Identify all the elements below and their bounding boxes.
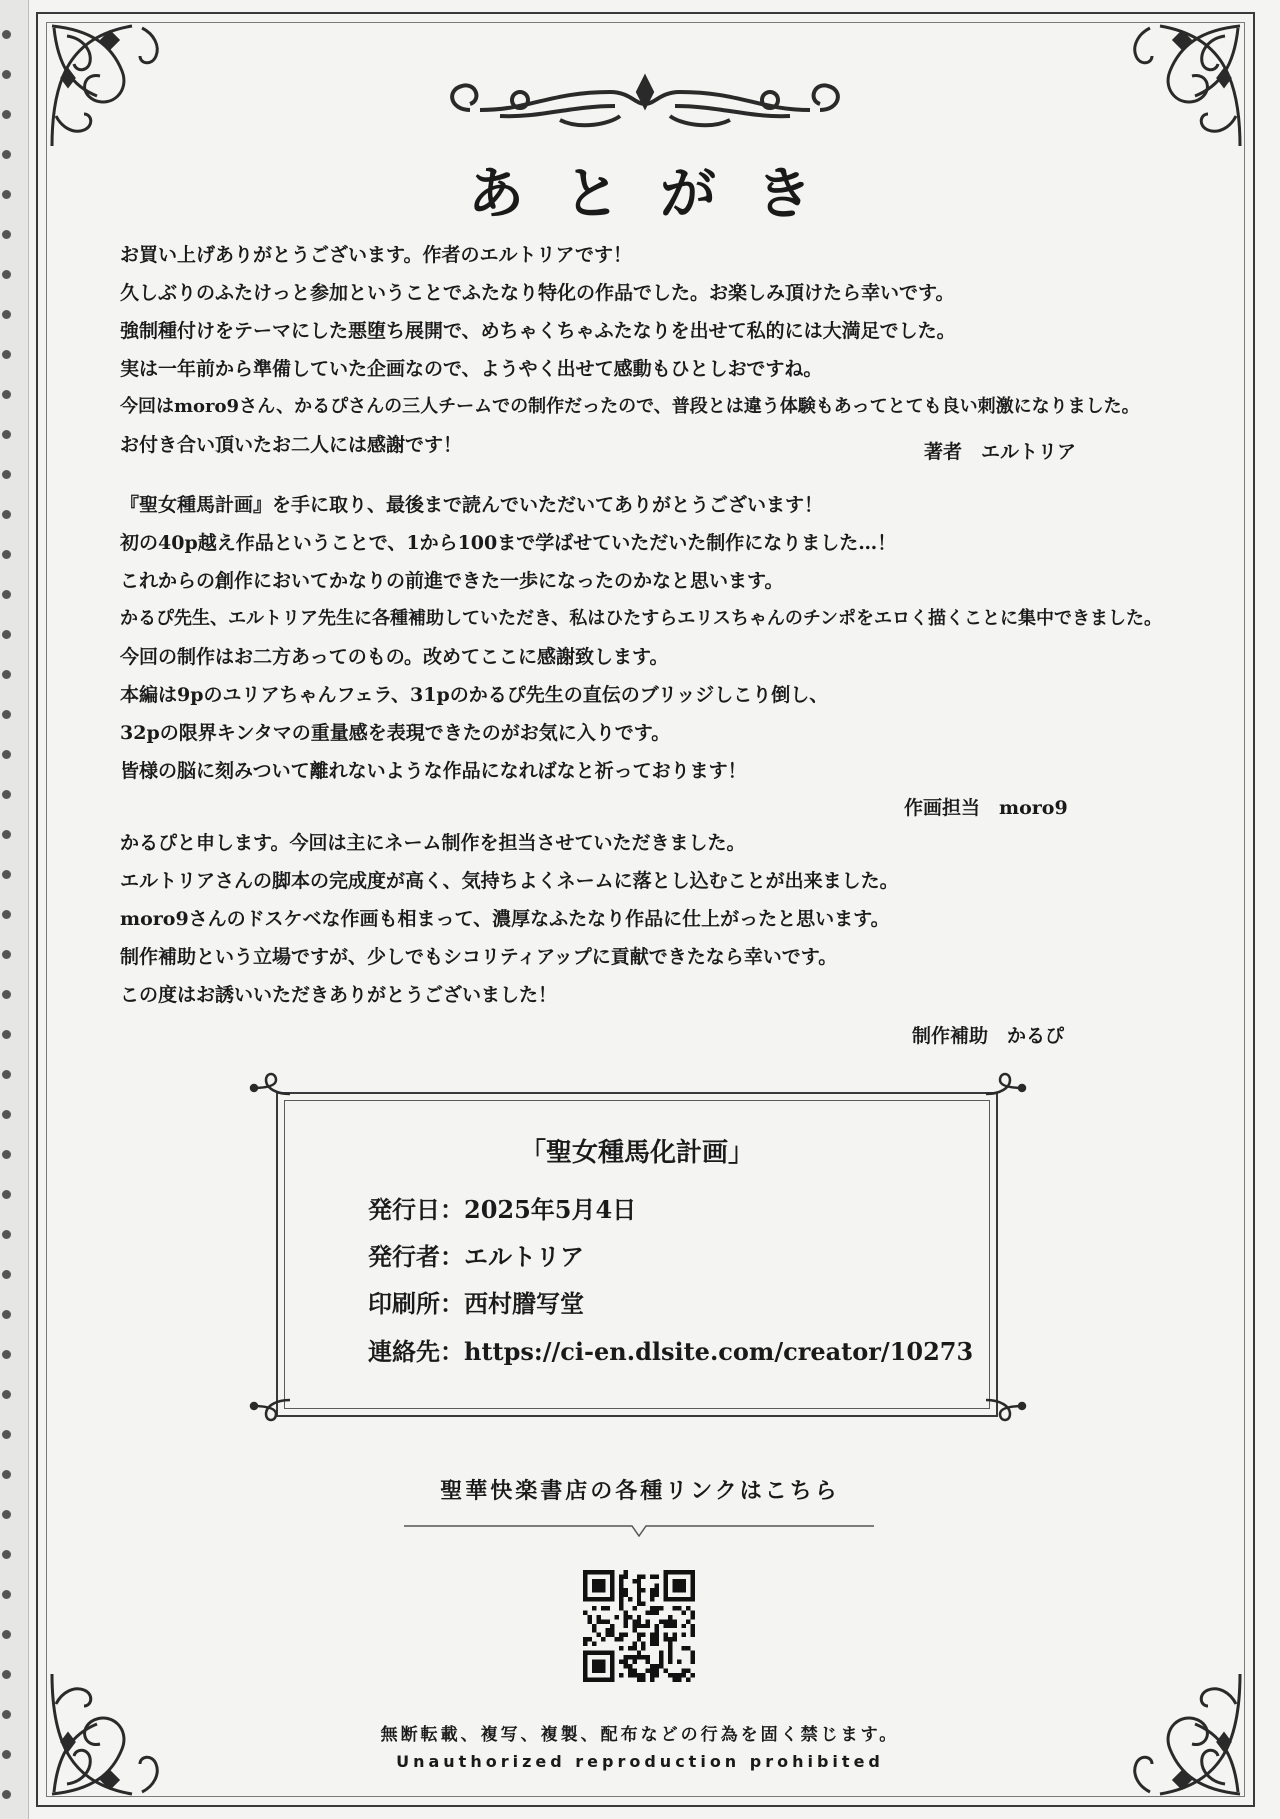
copyright-notice-en: Unauthorized reproduction prohibited xyxy=(396,1752,884,1771)
binding-hole xyxy=(2,1670,11,1679)
colophon-label: 印刷所： xyxy=(368,1289,464,1318)
floral-scroll-icon xyxy=(42,16,182,156)
binding-hole xyxy=(2,1070,11,1079)
binding-strip xyxy=(0,0,29,1819)
binding-hole xyxy=(2,1270,11,1279)
binding-hole xyxy=(2,70,11,79)
binding-hole xyxy=(2,310,11,319)
binding-hole xyxy=(2,30,11,39)
binding-hole xyxy=(2,1310,11,1319)
binding-hole xyxy=(2,1350,11,1359)
text-line: かるぴと申します。今回は主にネーム制作を担当させていただきました。 xyxy=(120,832,746,854)
flourish-icon xyxy=(984,1068,1030,1102)
text-line: 強制種付けをテーマにした悪堕ち展開で、めちゃくちゃふたなりを出せて私的には大満足でした。 xyxy=(120,320,956,342)
binding-hole xyxy=(2,470,11,479)
text-line: 実は一年前から準備していた企画なので、ようやく出せて感動もひとしおですね。 xyxy=(120,358,823,380)
colophon-value: エルトリア xyxy=(464,1242,584,1271)
binding-hole xyxy=(2,550,11,559)
text-line: この度はお誘いいただきありがとうございました！ xyxy=(120,984,558,1006)
assistant-signature: 制作補助 かるぴ xyxy=(912,1025,1065,1047)
caption-underline xyxy=(404,1522,874,1542)
colophon-value: 2025年5月4日 xyxy=(464,1195,637,1224)
binding-hole xyxy=(2,1230,11,1239)
text-line: 初の40p越え作品ということで、1から100まで学ばせていただいた制作になりました…！ xyxy=(120,532,897,554)
text-line: 久しぶりのふたけっと参加ということでふたなり特化の作品でした。お楽しみ頂けたら幸いです。 xyxy=(120,282,955,304)
qr-code-icon[interactable] xyxy=(583,1570,695,1682)
floral-scroll-icon xyxy=(1110,16,1250,156)
binding-hole xyxy=(2,1190,11,1199)
flourish-icon xyxy=(246,1392,292,1426)
text-line: 今回はmoro9さん、かるぴさんの三人チームでの制作だったので、普段とは違う体験もあってとても良い刺激になりました。 xyxy=(120,396,1140,417)
binding-hole xyxy=(2,790,11,799)
colophon-label: 発行日： xyxy=(368,1195,464,1224)
text-line: 本編は9pのユリアちゃんフェラ、31pのかるぴ先生の直伝のブリッジしこり倒し、 xyxy=(120,684,829,706)
text-line: かるぴ先生、エルトリア先生に各種補助していただき、私はひたすらエリスちゃんのチンポをエロく描くことに集中できました。 xyxy=(120,608,1163,629)
binding-hole xyxy=(2,270,11,279)
artist-note xyxy=(120,486,1230,790)
binding-hole xyxy=(2,950,11,959)
text-line: お付き合い頂いたお二人には感謝です！ xyxy=(120,434,463,456)
swirl-divider-icon xyxy=(440,70,850,140)
colophon-row-date xyxy=(368,1190,636,1230)
copyright-notice-jp: 無断転載、複写、複製、配布などの行為を固く禁じます。 xyxy=(380,1725,900,1745)
flourish-icon xyxy=(984,1392,1030,1426)
author-note xyxy=(120,236,1230,464)
binding-hole xyxy=(2,910,11,919)
text-line: 今回の制作はお二方あってのもの。改めてここに感謝致します。 xyxy=(120,646,669,668)
binding-hole xyxy=(2,990,11,999)
binding-hole xyxy=(2,1430,11,1439)
binding-hole xyxy=(2,590,11,599)
binding-hole xyxy=(2,1790,11,1799)
binding-hole xyxy=(2,1510,11,1519)
binding-hole xyxy=(2,1150,11,1159)
binding-hole xyxy=(2,1110,11,1119)
binding-hole xyxy=(2,430,11,439)
binding-hole xyxy=(2,1390,11,1399)
binding-hole xyxy=(2,510,11,519)
binding-hole xyxy=(2,1710,11,1719)
contact-link[interactable]: https://ci-en.dlsite.com/creator/10273 xyxy=(464,1337,974,1366)
binding-hole xyxy=(2,1630,11,1639)
colophon-title: 「聖女種馬化計画」 xyxy=(519,1138,754,1168)
binding-hole xyxy=(2,830,11,839)
text-line: 『聖女種馬計画』を手に取り、最後まで読んでいただいてありがとうございます！ xyxy=(120,494,824,516)
binding-hole xyxy=(2,230,11,239)
binding-hole xyxy=(2,110,11,119)
author-signature: 著者 エルトリア xyxy=(924,441,1077,463)
binding-hole xyxy=(2,350,11,359)
binding-hole xyxy=(2,1030,11,1039)
text-line: 32pの限界キンタマの重量感を表現できたのがお気に入りです。 xyxy=(120,722,671,744)
binding-hole xyxy=(2,710,11,719)
binding-hole xyxy=(2,1590,11,1599)
page-title: あとがき xyxy=(468,161,852,227)
links-caption: 聖華快楽書店の各種リンクはこちら xyxy=(440,1479,840,1504)
binding-hole xyxy=(2,390,11,399)
text-line: これからの創作においてかなりの前進できた一歩になったのかなと思います。 xyxy=(120,570,784,592)
binding-hole xyxy=(2,1550,11,1559)
text-line: moro9さんのドスケベな作画も相まって、濃厚なふたなり作品に仕上がったと思います。 xyxy=(120,908,890,930)
assistant-note xyxy=(120,824,1230,1014)
binding-hole xyxy=(2,630,11,639)
binding-hole xyxy=(2,670,11,679)
binding-hole xyxy=(2,870,11,879)
colophon-label: 発行者： xyxy=(368,1242,464,1271)
binding-hole xyxy=(2,750,11,759)
colophon-label: 連絡先： xyxy=(368,1337,464,1366)
text-line: お買い上げありがとうございます。作者のエルトリアです！ xyxy=(120,244,633,266)
flourish-icon xyxy=(246,1068,292,1102)
text-line: 皆様の脳に刻みついて離れないような作品になればなと祈っております！ xyxy=(120,760,747,782)
colophon-row-publisher xyxy=(368,1237,584,1277)
colophon-row-contact xyxy=(368,1332,973,1372)
artist-signature: 作画担当 moro9 xyxy=(904,797,1068,819)
colophon-row-printer xyxy=(368,1284,584,1324)
text-line: 制作補助という立場ですが、少しでもシコリティアップに貢献できたなら幸いです。 xyxy=(120,946,838,968)
text-line: エルトリアさんの脚本の完成度が高く、気持ちよくネームに落とし込むことが出来ました。 xyxy=(120,870,899,892)
colophon-value: 西村謄写堂 xyxy=(464,1289,584,1318)
